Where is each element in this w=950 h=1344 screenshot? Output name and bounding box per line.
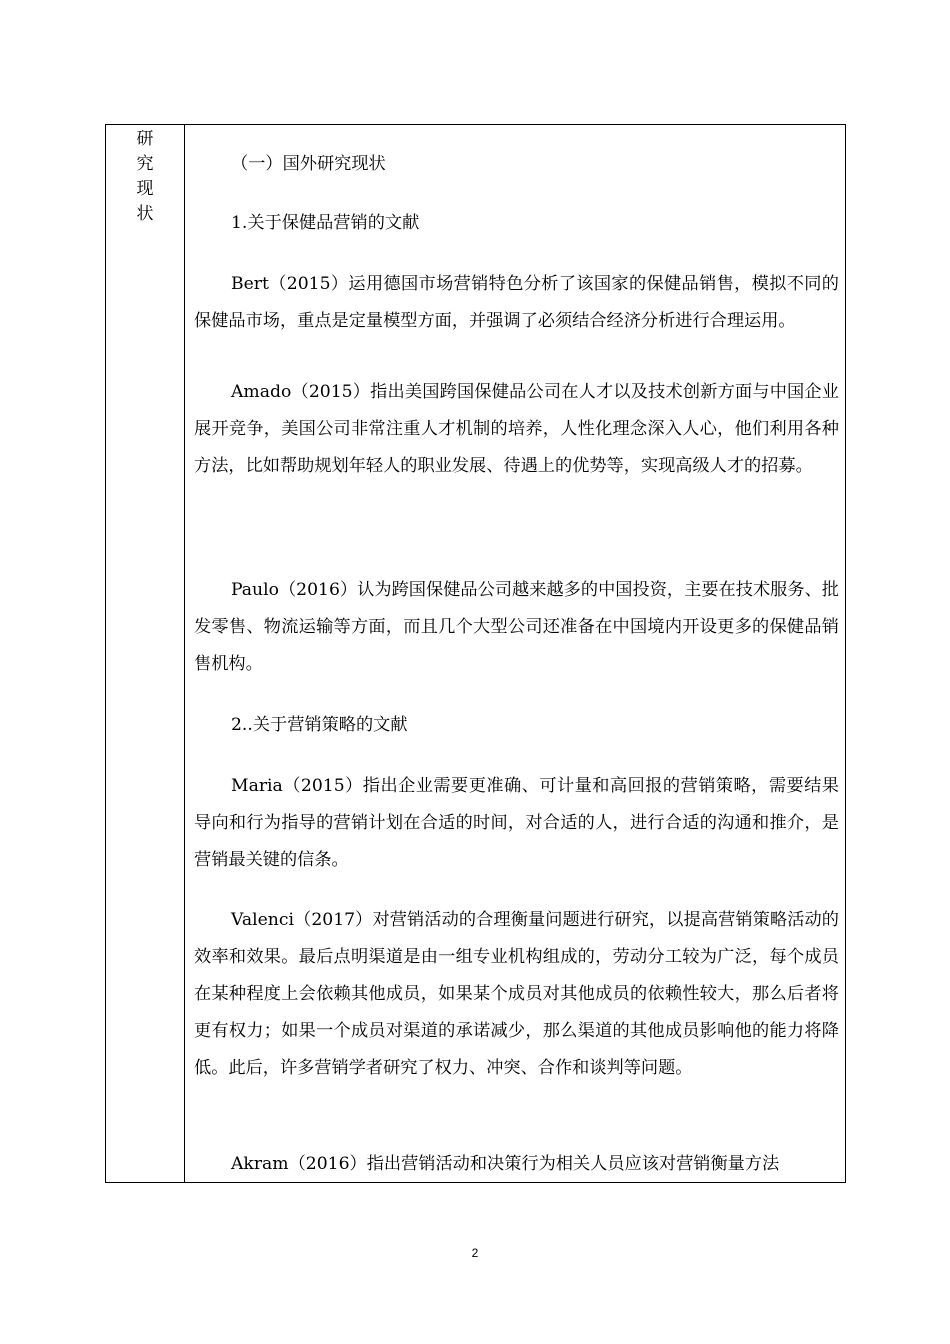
sub-heading-2: 2..关于营销策略的文献 (231, 715, 408, 735)
section-heading: （一）国外研究现状 (231, 154, 386, 174)
document-table (105, 124, 846, 1183)
sub-heading-1: 1.关于保健品营销的文献 (231, 213, 420, 233)
side-label-char: 状 (136, 204, 154, 224)
side-label-char: 研 (136, 129, 154, 149)
side-label (133, 127, 157, 227)
paragraph-maria: Maria（2015）指出企业需要更准确、可计量和高回报的营销策略，需要结果导向和行为指导的营销计划在合适的时间，对合适的人，进行合适的沟通和推介，是营销最关键的信条。 (194, 776, 839, 870)
paragraph-paulo: Paulo（2016）认为跨国保健品公司越来越多的中国投资，主要在技术服务、批发零售、物流运输等方面，而且几个大型公司还准备在中国境内开设更多的保健品销售机构。 (194, 580, 839, 674)
paragraph-bert: Bert（2015）运用德国市场营销特色分析了该国家的保健品销售，模拟不同的保健品市场，重点是定量模型方面，并强调了必须结合经济分析进行合理运用。 (194, 274, 839, 331)
content-cell (194, 125, 839, 1182)
page-number: 2 (471, 1246, 479, 1260)
side-label-cell (106, 125, 185, 1182)
paragraph-valenci: Valenci（2017）对营销活动的合理衡量问题进行研究，以提高营销策略活动的效率和效果。最后点明渠道是由一组专业机构组成的，劳动分工较为广泛，每个成员在某种程度上会依赖其他成员，如果某个成员对其他成员的依赖性较大，那么后者将更有权力；如果一个成员对渠道的承诺减少，那么渠道的其他成员影响他的能力将降低。此后，许多营销学者研究了权力、冲突、合作和谈判等问题。 (194, 910, 839, 1078)
paragraph-akram: Akram（2016）指出营销活动和决策行为相关人员应该对营销衡量方法 (231, 1154, 780, 1174)
side-label-char: 究 (136, 154, 154, 174)
paragraph-amado: Amado（2015）指出美国跨国保健品公司在人才以及技术创新方面与中国企业展开竞争，美国公司非常注重人才机制的培养，人性化理念深入人心，他们利用各种方法，比如帮助规划年轻人的职业发展、待遇上的优势等，实现高级人才的招募。 (194, 382, 839, 476)
side-label-char: 现 (136, 179, 154, 199)
